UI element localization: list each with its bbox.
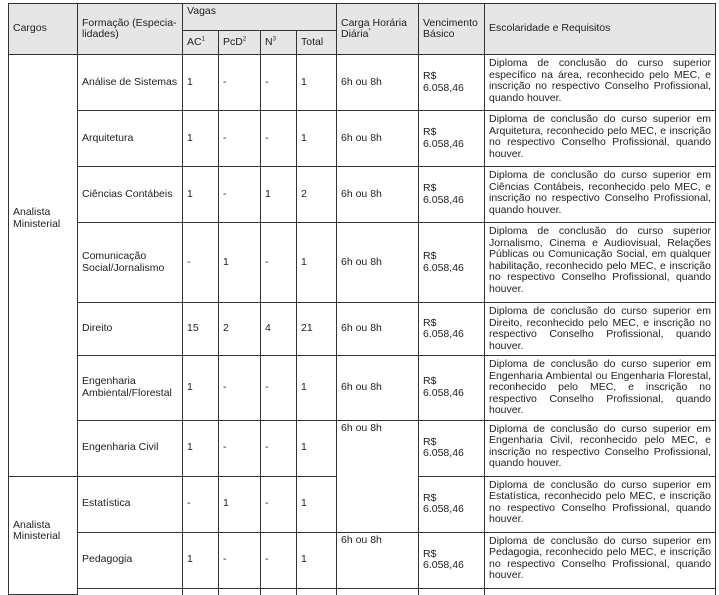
cutoff-cell [337, 588, 419, 595]
total-cell: 1 [297, 532, 337, 588]
header-n: $N^3$ [261, 31, 297, 55]
header-cargos: Cargos [9, 4, 78, 55]
header-carga: Carga Horária Diária* [337, 4, 419, 55]
cargo-cell: Analista Ministerial [9, 476, 78, 595]
formacao-cell: Engenharia Ambiental/Florestal [78, 356, 183, 421]
table-row [9, 356, 716, 421]
cargo-cell: Analista Ministerial [9, 55, 78, 477]
header-escolaridade: Escolaridade e Requisitos [485, 4, 716, 55]
total-cell: 1 [297, 55, 337, 111]
vencimento-cell: R$ 6.058,46 [419, 167, 485, 223]
table-row [9, 420, 716, 476]
table-body [9, 55, 716, 595]
ac-cell: 1 [183, 420, 219, 476]
table-row [9, 532, 716, 588]
formacao-cell: Pedagogia [78, 532, 183, 588]
carga-cell: 6h ou 8h [337, 420, 419, 476]
pcd-cell: - [219, 55, 261, 111]
table-header [9, 4, 716, 55]
total-cell: 1 [297, 356, 337, 421]
requisitos-cell: Diploma de conclusão do curso superior em Estatística, reconhecido pelo MEC, e inscrição no respectivo Conselho Profissional, quando houver. [485, 476, 716, 532]
n-cell: - [261, 55, 297, 111]
table-row [9, 223, 716, 303]
requisitos-cell: Diploma de conclusão do curso superior específico na área, reconhecido pelo MEC, e inscrição no respectivo Conselho Profissional, quando houver. [485, 55, 716, 111]
carga-cell [337, 476, 419, 532]
header-vencimento: Vencimento Básico [419, 4, 485, 55]
ac-cell: 1 [183, 532, 219, 588]
formacao-cell: Estatística [78, 476, 183, 532]
total-cell: 21 [297, 303, 337, 356]
header-total: Total [297, 31, 337, 55]
vacancy-table-wrapper [8, 3, 716, 595]
pcd-cell: - [219, 167, 261, 223]
n-cell: - [261, 476, 297, 532]
n-cell: - [261, 532, 297, 588]
requisitos-cell: Diploma de conclusão do curso superior em Arquitetura, reconhecido pelo MEC, e inscrição no respectivo Conselho Profissional, quando houver. [485, 111, 716, 167]
pcd-cell: - [219, 532, 261, 588]
pcd-cell: 1 [219, 476, 261, 532]
pcd-cell: - [219, 356, 261, 421]
formacao-cell: Ciências Contábeis [78, 167, 183, 223]
ac-cell: - [183, 223, 219, 303]
vencimento-cell: R$ 6.058,46 [419, 476, 485, 532]
cutoff-cell [219, 588, 261, 595]
pcd-cell: 1 [219, 223, 261, 303]
pcd-cell: 2 [219, 303, 261, 356]
cutoff-cell [261, 588, 297, 595]
ac-cell: 1 [183, 356, 219, 421]
formacao-cell: Comunicação Social/Jornalismo [78, 223, 183, 303]
vencimento-cell: R$ 6.058,46 [419, 111, 485, 167]
total-cell: 1 [297, 420, 337, 476]
table-row-cutoff [9, 588, 716, 595]
requisitos-cell: Diploma de conclusão do curso superior em Pedagogia, reconhecido pelo MEC, e inscrição no respectivo Conselho Profissional, quando houver. [485, 532, 716, 588]
cutoff-cell [419, 588, 485, 595]
n-cell: - [261, 420, 297, 476]
table-row [9, 476, 716, 532]
formacao-cell: Direito [78, 303, 183, 356]
header-pcd: PcD$^2$ [219, 31, 261, 55]
carga-cell: 6h ou 8h [337, 111, 419, 167]
ac-cell: 1 [183, 55, 219, 111]
total-cell: 1 [297, 476, 337, 532]
total-cell: 1 [297, 111, 337, 167]
n-cell: 4 [261, 303, 297, 356]
carga-cell: 6h ou 8h [337, 223, 419, 303]
requisitos-cell: Diploma de conclusão do curso superior em Ciências Contábeis, reconhecido pelo MEC, e inscrição no respectivo Conselho Profissional, quando houver. [485, 167, 716, 223]
formacao-cell: Engenharia Civil [78, 420, 183, 476]
header-ac: $AC^1$ [183, 31, 219, 55]
requisitos-cell: Diploma de conclusão do curso superior Jornalismo, Cinema e Audiovisual, Relações Públicas ou Comunicação Social, em qualquer habilitação, reconhecido pelo MEC, e inscrição no respectivo Conselho Profissional, quando houver. [485, 223, 716, 303]
n-cell: 1 [261, 167, 297, 223]
table-row [9, 303, 716, 356]
pcd-cell: - [219, 111, 261, 167]
requisitos-cell: Diploma de conclusão do curso superior em Direito, reconhecido pelo MEC, e inscrição no respectivo Conselho Profissional, quando houver. [485, 303, 716, 356]
total-cell: 1 [297, 223, 337, 303]
total-cell: 2 [297, 167, 337, 223]
cutoff-cell [183, 588, 219, 595]
formacao-cell: Análise de Sistemas [78, 55, 183, 111]
vacancy-table [8, 3, 716, 595]
table-row [9, 55, 716, 111]
vencimento-cell: R$ 6.058,46 [419, 55, 485, 111]
carga-cell: 6h ou 8h [337, 55, 419, 111]
vencimento-cell: R$ 6.058,46 [419, 356, 485, 421]
requisitos-cell: Diploma de conclusão do curso superior em Engenharia Ambiental ou Engenharia Florestal, reconhecido pelo MEC, e inscrição no respectivo Conselho Profissional, quando houver. [485, 356, 716, 421]
vencimento-cell: R$ 6.058,46 [419, 223, 485, 303]
carga-cell: 6h ou 8h [337, 303, 419, 356]
vencimento-cell: R$ 6.058,46 [419, 303, 485, 356]
carga-cell: 6h ou 8h [337, 167, 419, 223]
cutoff-cell [78, 588, 183, 595]
header-vagas: Vagas [183, 4, 337, 31]
pcd-cell: - [219, 420, 261, 476]
n-cell: - [261, 111, 297, 167]
table-row [9, 111, 716, 167]
vencimento-cell: R$ 6.058,46 [419, 532, 485, 588]
ac-cell: 15 [183, 303, 219, 356]
cutoff-cell [485, 588, 716, 595]
formacao-cell: Arquitetura [78, 111, 183, 167]
carga-cell: 6h ou 8h [337, 532, 419, 588]
carga-cell: 6h ou 8h [337, 356, 419, 421]
header-formacao: Formação (Especialidades) [78, 4, 183, 55]
ac-cell: - [183, 476, 219, 532]
ac-cell: 1 [183, 167, 219, 223]
cutoff-cell [297, 588, 337, 595]
n-cell: - [261, 356, 297, 421]
vencimento-cell: R$ 6.058,46 [419, 420, 485, 476]
requisitos-cell: Diploma de conclusão do curso superior em Engenharia Civil, reconhecido pelo MEC, e inscrição no respectivo Conselho Profissional, quando houver. [485, 420, 716, 476]
table-row [9, 167, 716, 223]
ac-cell: 1 [183, 111, 219, 167]
n-cell: - [261, 223, 297, 303]
